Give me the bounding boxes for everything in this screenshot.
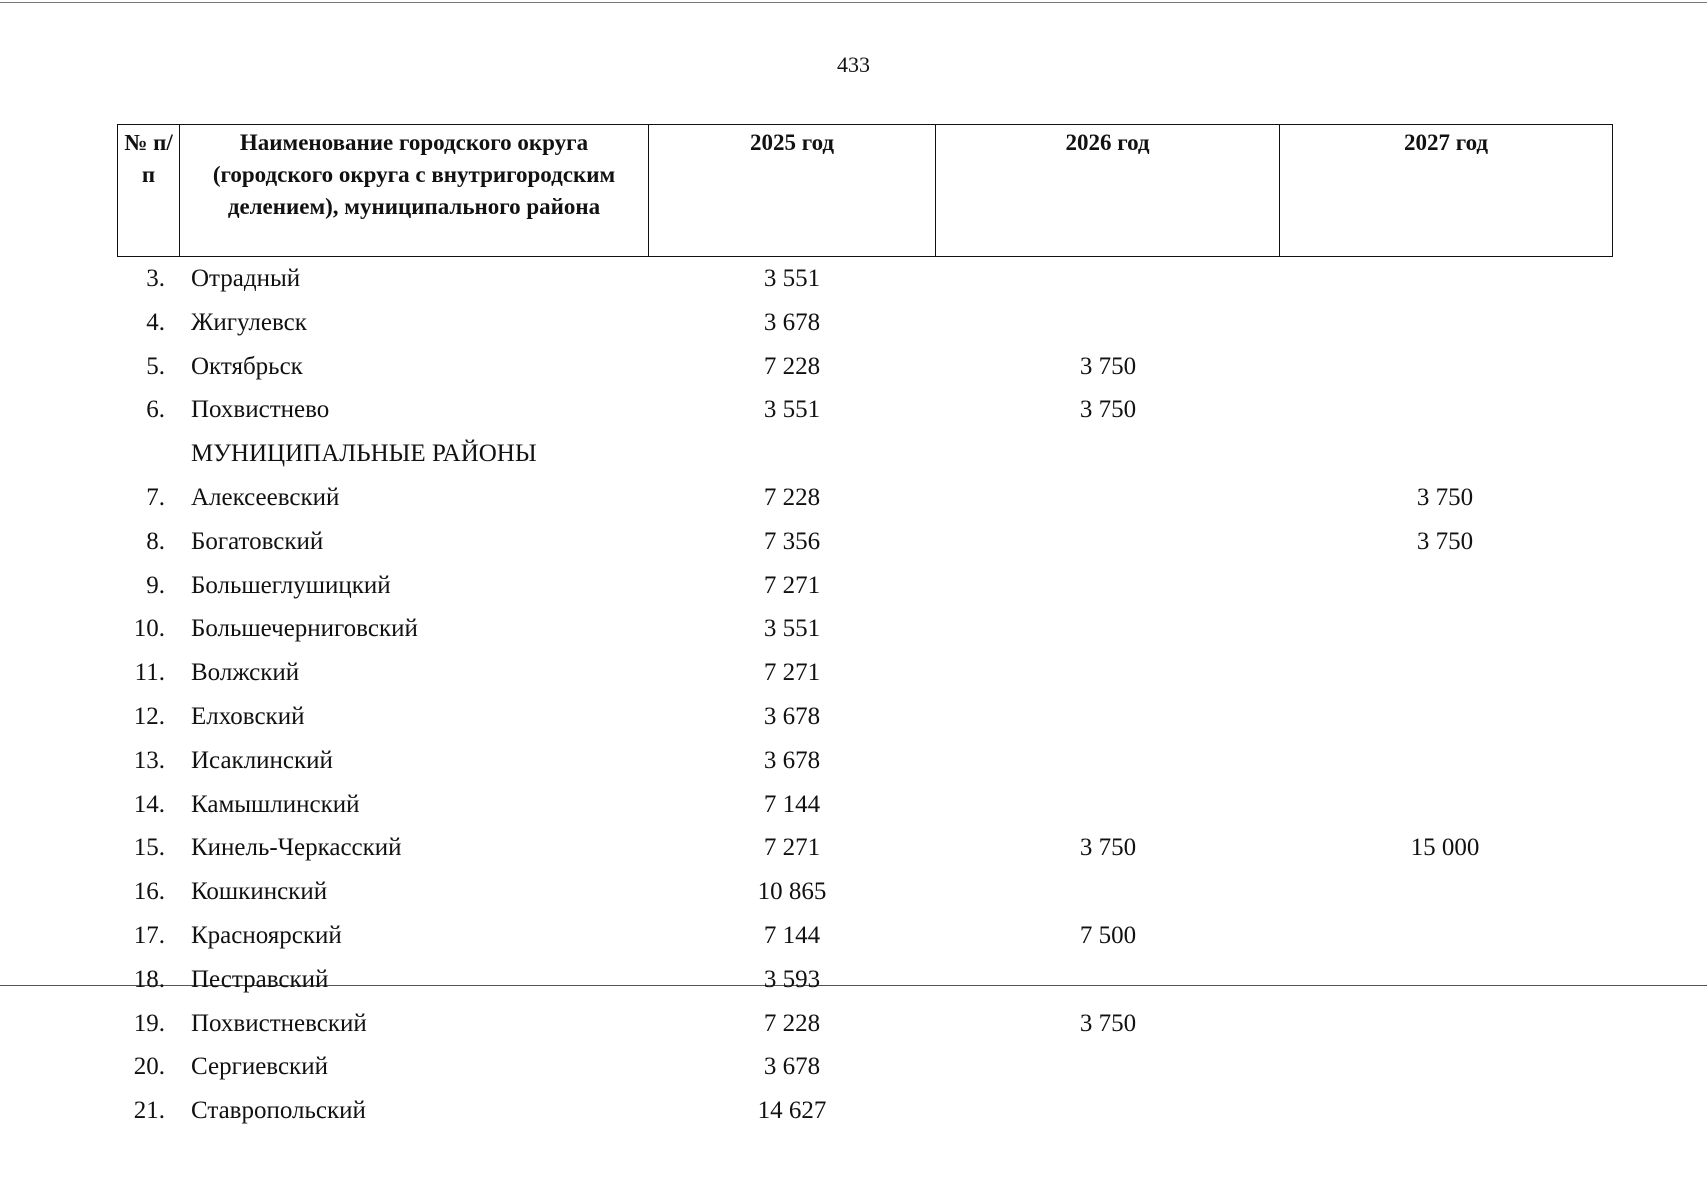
value-2025: 3 678 [763, 746, 821, 774]
table-body [0, 257, 1707, 1133]
value-2026: 3 750 [1079, 834, 1137, 862]
row-number: 10. [133, 615, 165, 643]
table-row [0, 345, 1707, 389]
value-2025: 3 678 [763, 1053, 821, 1081]
value-2025: 14 627 [757, 1097, 827, 1125]
table-row [0, 651, 1707, 695]
value-2025: 7 144 [763, 790, 821, 818]
value-2026: 7 500 [1079, 921, 1137, 949]
value-2025: 3 593 [763, 965, 821, 993]
table-row [0, 476, 1707, 520]
table-row [0, 301, 1707, 345]
row-name: Похвистнево [191, 396, 330, 424]
row-number: 7. [146, 483, 165, 511]
row-name: Красноярский [191, 921, 342, 949]
header-2025: 2025 год [649, 125, 936, 257]
table-row [0, 1089, 1707, 1133]
scan-edge-line [0, 2, 1707, 3]
value-2026: 3 750 [1079, 396, 1137, 424]
value-2025: 7 228 [763, 352, 821, 380]
table-row [0, 1045, 1707, 1089]
row-name: Большечерниговский [191, 615, 418, 643]
value-2027: 15 000 [1410, 834, 1480, 862]
table-row [0, 607, 1707, 651]
table-row [0, 1002, 1707, 1046]
row-number: 20. [133, 1053, 165, 1081]
value-2025: 7 271 [763, 571, 821, 599]
table-row [0, 564, 1707, 608]
value-2025: 7 356 [763, 527, 821, 555]
row-name: Отрадный [191, 265, 301, 292]
table-row [0, 870, 1707, 914]
section-heading-row [0, 432, 1707, 476]
table-row [0, 739, 1707, 783]
row-name: Алексеевский [191, 483, 340, 511]
row-name: Богатовский [191, 527, 324, 555]
row-name: Елховский [191, 702, 305, 730]
value-2027: 3 750 [1416, 483, 1474, 511]
value-2025: 7 228 [763, 1009, 821, 1037]
value-2026: 3 750 [1079, 1009, 1137, 1037]
row-number: 14. [133, 790, 165, 818]
table-row [0, 388, 1707, 432]
value-2025: 3 678 [763, 702, 821, 730]
header-number: № п/п [118, 125, 180, 257]
table-row [0, 520, 1707, 564]
row-name: МУНИЦИПАЛЬНЫЕ РАЙОНЫ [191, 440, 537, 468]
row-name: Камышлинский [191, 790, 360, 818]
row-name: Похвистневский [191, 1009, 367, 1037]
page-number: 433 [837, 52, 870, 77]
row-number: 18. [133, 965, 165, 993]
table-header [117, 124, 1613, 257]
row-number: 17. [133, 921, 165, 949]
header-2027: 2027 год [1280, 125, 1613, 257]
value-2025: 10 865 [757, 878, 827, 906]
row-name: Октябрьск [191, 352, 303, 380]
value-2026: 3 750 [1079, 352, 1137, 380]
row-number: 6. [146, 396, 165, 424]
row-name: Волжский [191, 659, 300, 687]
row-name: Исаклинский [191, 746, 333, 774]
row-name: Кошкинский [191, 878, 328, 906]
value-2025: 3 551 [763, 396, 821, 424]
table-row [0, 257, 1707, 301]
table-row [0, 826, 1707, 870]
value-2027: 3 750 [1416, 527, 1474, 555]
row-name: Жигулевск [191, 308, 307, 336]
row-name: Большеглушицкий [191, 571, 391, 599]
value-2025: 3 678 [763, 308, 821, 336]
header-2026: 2026 год [936, 125, 1280, 257]
value-2025: 3 551 [763, 265, 821, 292]
row-number: 8. [146, 527, 165, 555]
row-number: 3. [146, 265, 165, 292]
row-number: 11. [134, 659, 165, 687]
row-number: 5. [146, 352, 165, 380]
value-2025: 7 228 [763, 483, 821, 511]
row-number: 12. [133, 702, 165, 730]
value-2025: 7 144 [763, 921, 821, 949]
value-2025: 3 551 [763, 615, 821, 643]
header-name: Наименование городского округа (городского округа с внутригородским делением), муниципального района [180, 125, 649, 257]
row-number: 16. [133, 878, 165, 906]
row-name: Кинель-Черкасский [191, 834, 402, 862]
table-row [0, 783, 1707, 827]
row-number: 15. [133, 834, 165, 862]
row-name: Сергиевский [191, 1053, 328, 1081]
table-row [0, 914, 1707, 958]
table-row [0, 695, 1707, 739]
value-2025: 7 271 [763, 659, 821, 687]
row-number: 19. [133, 1009, 165, 1037]
row-number: 9. [146, 571, 165, 599]
row-number: 21. [133, 1097, 165, 1125]
row-name: Ставропольский [191, 1097, 366, 1125]
row-number: 4. [146, 308, 165, 336]
table-row [0, 958, 1707, 1002]
row-name: Пестравский [191, 965, 329, 993]
row-number: 13. [133, 746, 165, 774]
value-2025: 7 271 [763, 834, 821, 862]
